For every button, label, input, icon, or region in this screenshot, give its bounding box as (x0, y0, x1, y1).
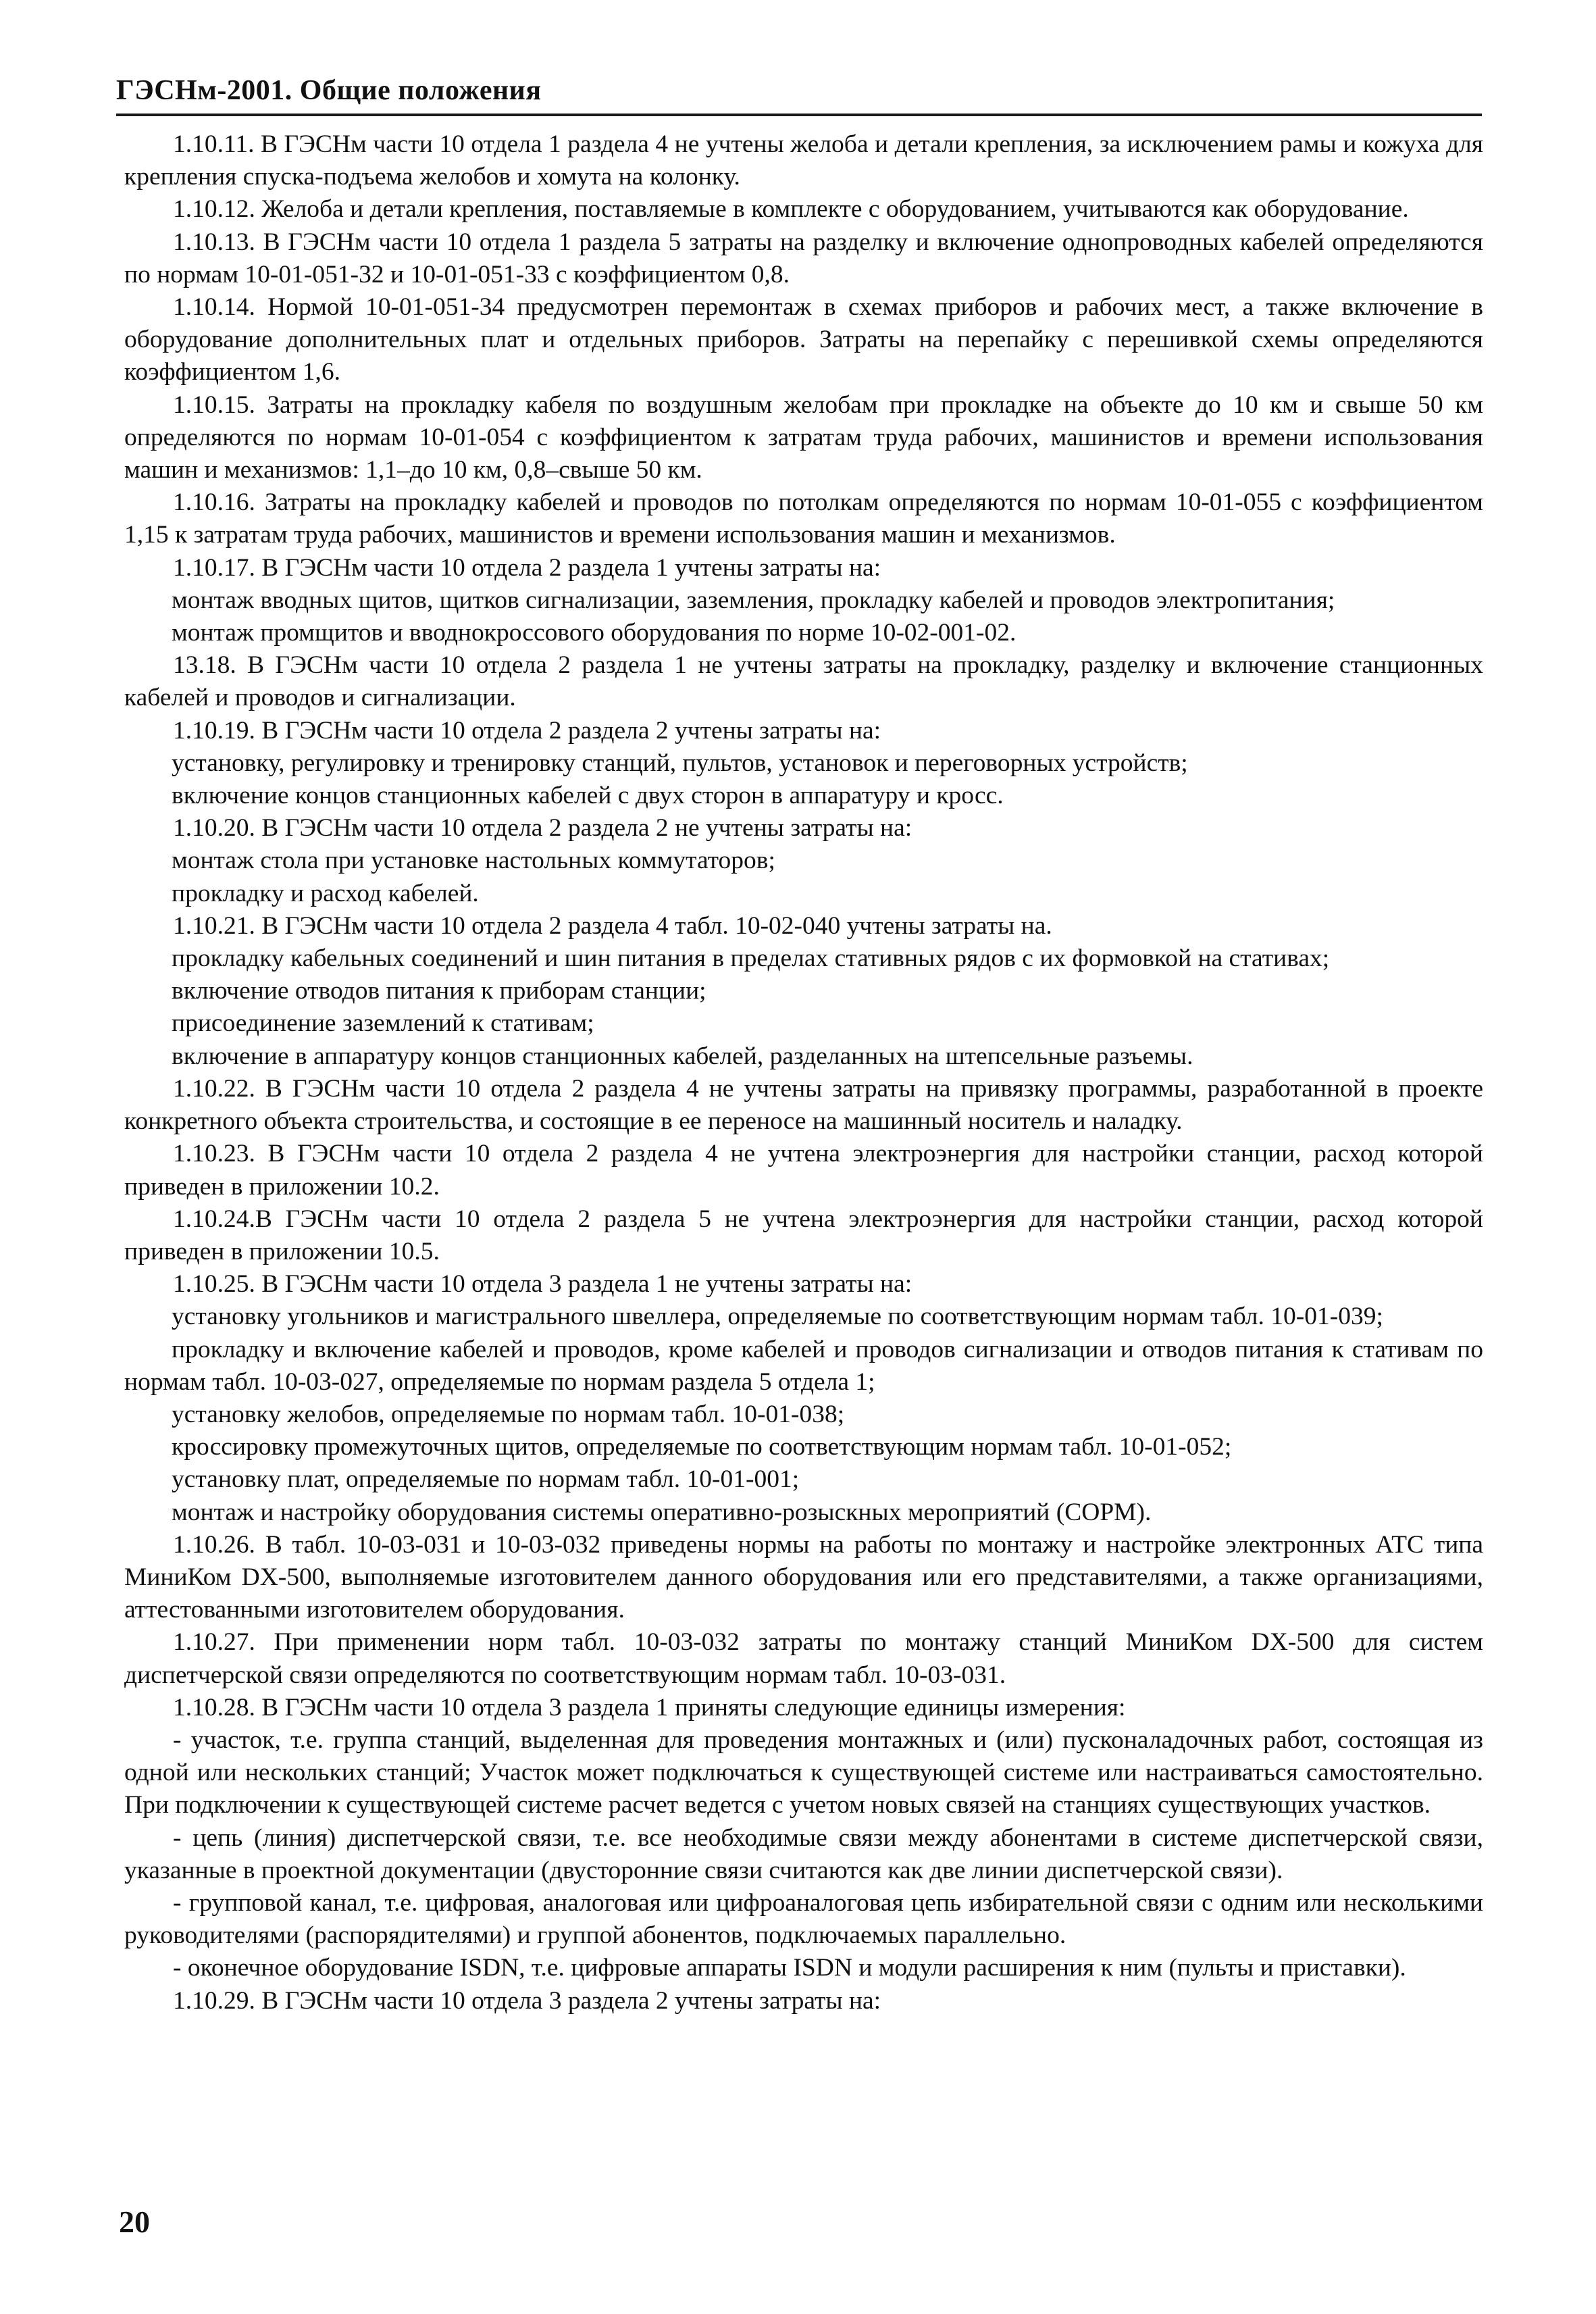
definition-item: - оконечное оборудование ISDN, т.е. цифровые аппараты ISDN и модули расширения к ним (пульты и приставки). (173, 1954, 1406, 1982)
paragraph-1-10-29: 1.10.29. В ГЭСНм части 10 отдела 3 раздела 2 учтены затраты на: (173, 1986, 881, 2015)
paragraph-1-10-28: 1.10.28. В ГЭСНм части 10 отдела 3 раздела 1 приняты следующие единицы измерения: (173, 1693, 1126, 1721)
definition-item: - участок, т.е. группа станций, выделенная для проведения монтажных и (или) пусконаладочных работ, состоящая из одной или нескольких станций; Участок может подключаться к существующей системе или настраиваться самостоятельно. При подключении к существующей системе расчет ведется с учетом новых связей на станциях существующих участков. (124, 1726, 1483, 1819)
paragraph-1-10-26: 1.10.26. В табл. 10-03-031 и 10-03-032 приведены нормы на работы по монтажу и настройке электронных АТС типа МиниКом DX-500, выполняемые изготовителем данного оборудования или его представителями, а также организациями, аттестованными изготовителем оборудования. (124, 1530, 1483, 1624)
list-item: установку желобов, определяемые по нормам табл. 10-01-038; (172, 1400, 845, 1428)
list-item: установку плат, определяемые по нормам табл. 10-01-001; (172, 1465, 800, 1494)
page-header-title: ГЭСНм-2001. Общие положения (116, 75, 542, 106)
list-item: прокладку и включение кабелей и проводов, кроме кабелей и проводов сигнализации и отводов питания к стативам по нормам табл. 10-03-027, определяемые по нормам раздела 5 отдела 1; (124, 1335, 1483, 1396)
document-body (124, 128, 1483, 2017)
list-item: прокладку кабельных соединений и шин питания в пределах стативных рядов с их формовкой на стативах; (172, 945, 1330, 973)
list-item: включение отводов питания к приборам станции; (172, 977, 706, 1005)
paragraph-1-10-17: 1.10.17. В ГЭСНм части 10 отдела 2 раздела 1 учтены затраты на: (173, 553, 881, 582)
definition-item: - цепь (линия) диспетчерской связи, т.е. все необходимые связи между абонентами в системе диспетчерской связи, указанные в проектной документации (двусторонние связи считаются как две линии диспетчерской связи). (124, 1823, 1483, 1884)
paragraph-1-10-21: 1.10.21. В ГЭСНм части 10 отдела 2 раздела 4 табл. 10-02-040 учтены затраты на. (173, 911, 1052, 940)
paragraph-1-10-13: 1.10.13. В ГЭСНм части 10 отдела 1 раздела 5 затраты на разделку и включение однопроводных кабелей определяются по нормам 10-01-051-32 и 10-01-051-33 с коэффициентом 0,8. (124, 228, 1483, 288)
page-number: 20 (119, 2205, 150, 2239)
paragraph-1-10-24: 1.10.24.В ГЭСНм части 10 отдела 2 раздела 5 не учтена электроэнергия для настройки станции, расход которой приведен в приложении 10.5. (124, 1205, 1483, 1265)
list-item: монтаж вводных щитов, щитков сигнализации, заземления, прокладку кабелей и проводов электропитания; (172, 586, 1335, 614)
paragraph-1-10-22: 1.10.22. В ГЭСНм части 10 отдела 2 раздела 4 не учтены затраты на привязку программы, разработанной в проекте конкретного объекта строительства, и состоящие в ее переносе на машинный носитель и наладку. (124, 1074, 1483, 1136)
paragraph-1-10-20: 1.10.20. В ГЭСНм части 10 отдела 2 раздела 2 не учтены затраты на: (173, 814, 912, 842)
list-item: монтаж промщитов и вводнокроссового оборудования по норме 10-02-001-02. (172, 619, 1016, 647)
header-divider (116, 114, 1482, 116)
paragraph-1-10-15: 1.10.15. Затраты на прокладку кабеля по воздушным желобам при прокладке на объекте до 10 км и свыше 50 км определяются по нормам 10-01-054 с коэффициентом к затратам труда рабочих, машинистов и времени использования машин и механизмов: 1,1–до 10 км, 0,8–свыше 50 км. (124, 391, 1483, 484)
list-item: монтаж стола при установке настольных коммутаторов; (172, 847, 775, 875)
paragraph-1-10-23: 1.10.23. В ГЭСНм части 10 отдела 2 раздела 4 не учтена электроэнергия для настройки станции, расход которой приведен в приложении 10.2. (124, 1140, 1483, 1201)
list-item: кроссировку промежуточных щитов, определяемые по соответствующим нормам табл. 10-01-052; (172, 1433, 1232, 1461)
paragraph-1-10-27: 1.10.27. При применении норм табл. 10-03-032 затраты по монтажу станций МиниКом DX-500 для систем диспетчерской связи определяются по соответствующим нормам табл. 10-03-031. (124, 1628, 1483, 1689)
list-item: установку, регулировку и тренировку станций, пультов, установок и переговорных устройств; (172, 749, 1188, 777)
list-item: прокладку и расход кабелей. (172, 879, 479, 907)
list-item: присоединение заземлений к стативам; (172, 1009, 594, 1038)
list-item: включение концов станционных кабелей с двух сторон в аппаратуру и кросс. (172, 782, 1004, 810)
paragraph-1-10-14: 1.10.14. Нормой 10-01-051-34 предусмотрен перемонтаж в схемах приборов и рабочих мест, а также включение в оборудование дополнительных плат и отдельных приборов. Затраты на перепайку с перешивкой схемы определяются коэффициентом 1,6. (124, 293, 1483, 386)
paragraph-1-10-25: 1.10.25. В ГЭСНм части 10 отдела 3 раздела 1 не учтены затраты на: (173, 1270, 912, 1299)
paragraph-1-10-16: 1.10.16. Затраты на прокладку кабелей и проводов по потолкам определяются по нормам 10-01-055 с коэффициентом 1,15 к затратам труда рабочих, машинистов и времени использования машин и механизмов. (124, 488, 1483, 549)
list-item: установку угольников и магистрального швеллера, определяемые по соответствующим нормам табл. 10-01-039; (172, 1303, 1383, 1331)
list-item: включение в аппаратуру концов станционных кабелей, разделанных на штепсельные разъемы. (172, 1042, 1193, 1070)
paragraph-13-18: 13.18. В ГЭСНм части 10 отдела 2 раздела 1 не учтены затраты на прокладку, разделку и включение станционных кабелей и проводов и сигнализации. (124, 651, 1483, 712)
list-item: монтаж и настройку оборудования системы оперативно-розыскных мероприятий (СОРМ). (172, 1498, 1152, 1526)
paragraph-1-10-11: 1.10.11. В ГЭСНм части 10 отдела 1 раздела 4 не учтены желоба и детали крепления, за исключением рамы и кожуха для крепления спуска-подъема желобов и хомута на колонку. (124, 130, 1483, 191)
paragraph-1-10-19: 1.10.19. В ГЭСНм части 10 отдела 2 раздела 2 учтены затраты на: (173, 716, 881, 745)
paragraph-1-10-12: 1.10.12. Желоба и детали крепления, поставляемые в комплекте с оборудованием, учитываются как оборудование. (173, 195, 1409, 224)
definition-item: - групповой канал, т.е. цифровая, аналоговая или цифроаналоговая цепь избирательной связи с одним или несколькими руководителями (распорядителями) и группой абонентов, подключаемых параллельно. (124, 1888, 1483, 1950)
